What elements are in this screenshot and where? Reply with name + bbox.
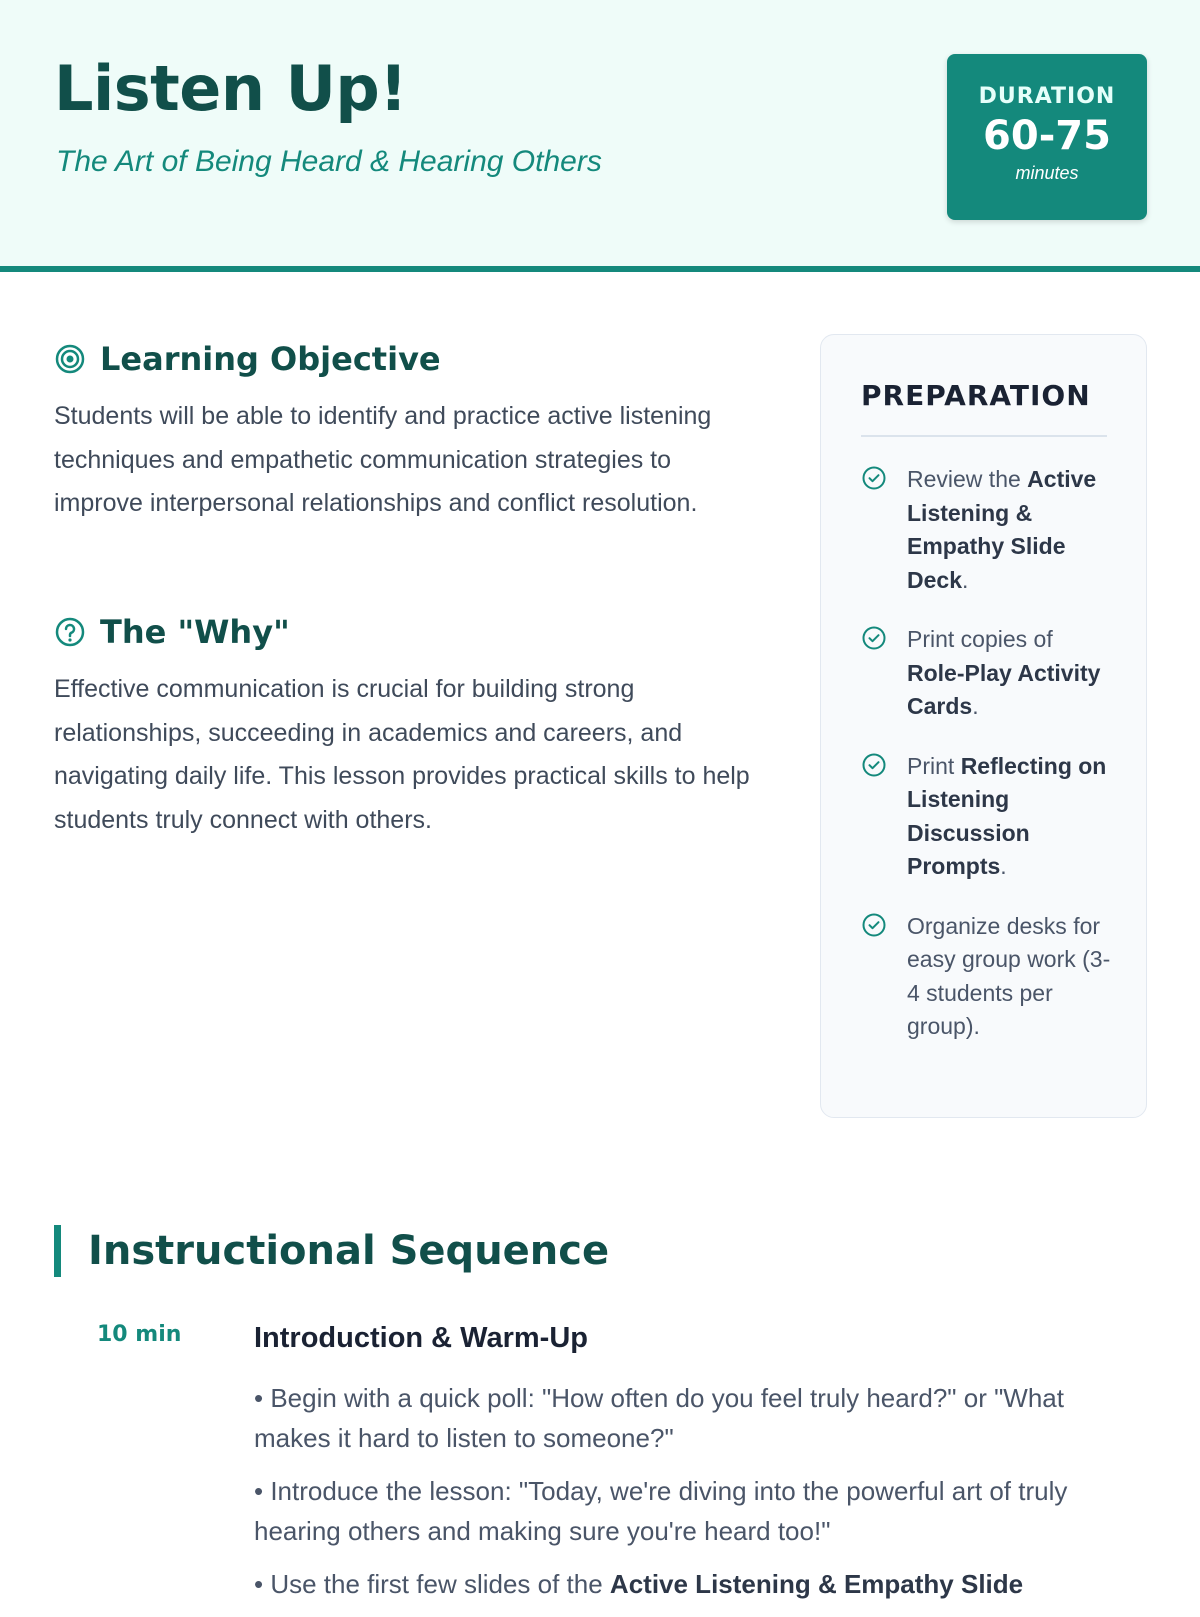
why-text: Effective communication is crucial for building strong relationships, succeeding in academics and careers, and navigating daily life. This lesson provides practical skills to help students truly connect with others. [54,675,750,834]
prep-resource: Role-Play Activity Cards [907,659,1101,719]
step-title: Introduction & Warm-Up [254,1322,588,1354]
step-duration: 10 min [97,1322,182,1347]
duration-label: DURATION [978,84,1116,109]
target-icon [54,343,86,375]
prep-text-end: . [972,693,979,719]
objective-heading [54,340,441,378]
prep-text: Print [907,752,961,779]
why-heading-text: The "Why" [100,613,290,651]
preparation-item [861,463,1111,597]
bullet-text: • Begin with a quick poll: "How often do you feel truly heard?" or "What makes it hard to listen to someone?" [254,1383,1064,1453]
lesson-title: Listen Up! [54,52,408,125]
lesson-header [0,0,1200,272]
lesson-subtitle: The Art of Being Heard & Hearing Others [56,145,602,178]
step-bullet [254,1378,1114,1458]
prep-text-end: . [1000,853,1007,879]
preparation-panel [820,334,1147,1118]
duration-value: 60-75 [983,113,1111,159]
objective-heading-text: Learning Objective [100,340,441,378]
check-circle-icon [861,625,887,724]
preparation-heading: PREPARATION [861,379,1091,412]
duration-unit: minutes [1015,163,1079,183]
step-bullet [254,1564,1114,1604]
duration-badge [947,54,1147,220]
step-bullets [254,1378,1114,1617]
check-circle-icon [861,912,887,1044]
preparation-list [861,463,1111,1070]
objective-text: Students will be able to identify and practice active listening techniques and empathetic communication strategies to improve interpersonal relationships and conflict resolution. [54,402,712,517]
bullet-text: • Introduce the lesson: "Today, we're diving into the powerful art of truly hearing others and making sure you're heard too!" [254,1476,1068,1546]
why-heading [54,613,290,651]
check-circle-icon [861,465,887,597]
prep-text: Print copies of [907,626,1053,652]
preparation-divider [861,435,1107,437]
preparation-item [861,910,1111,1044]
prep-text-end: . [961,566,969,593]
prep-resource: Reflecting on Listening Discussion Prompts [907,752,1107,879]
prep-resource: Active Listening & Empathy Slide Deck [907,466,1097,593]
sequence-heading-text: Instructional Sequence [88,1228,610,1274]
check-circle-icon [861,752,887,884]
question-circle-icon [54,616,86,648]
bullet-resource: Active Listening & Empathy Slide [609,1569,1024,1599]
preparation-item [861,750,1111,884]
prep-text: Review the [907,466,1028,492]
bullet-text: • Use the first few slides of the [254,1569,610,1599]
preparation-item [861,623,1111,724]
prep-text: Organize desks for easy group work (3-4 students per group). [907,912,1111,1039]
step-bullet [254,1471,1114,1551]
sequence-heading [54,1225,609,1277]
